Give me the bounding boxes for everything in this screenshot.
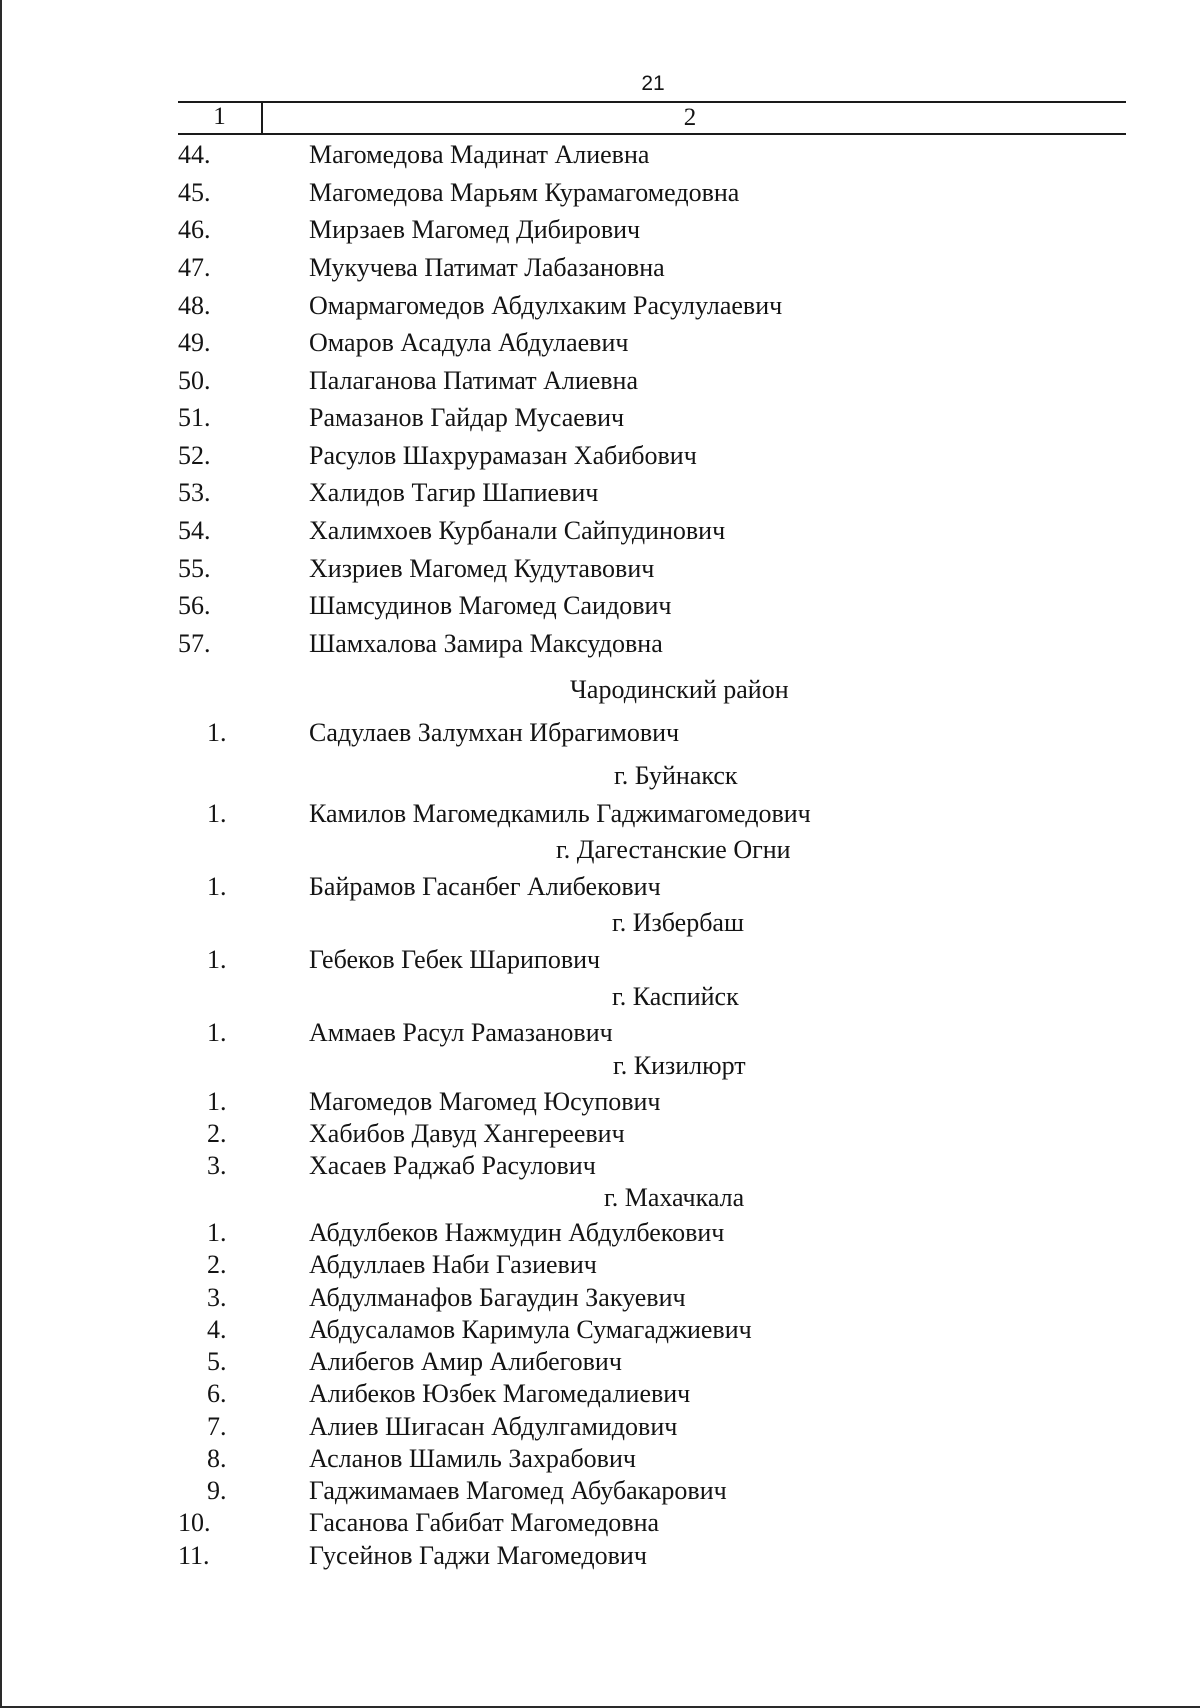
list-item	[0, 870, 1200, 904]
list-item	[0, 627, 1200, 661]
person-name: Рамазанов Гайдар Мусаевич	[309, 403, 625, 432]
list-item	[0, 1442, 1200, 1476]
item-number: 1.	[207, 1218, 227, 1247]
list-item	[0, 326, 1200, 360]
item-number: 45.	[178, 178, 211, 207]
list-item	[0, 1474, 1200, 1508]
section-heading	[0, 906, 1200, 940]
list-item	[0, 439, 1200, 473]
list-item	[0, 251, 1200, 285]
column-header-2: 2	[683, 104, 697, 131]
item-number: 51.	[178, 403, 211, 432]
person-name: Гасанова Габибат Магомедовна	[309, 1508, 660, 1537]
person-name: Алиев Шигасан Абдулгамидович	[309, 1412, 678, 1441]
item-number: 49.	[178, 328, 211, 357]
list-item	[0, 1345, 1200, 1379]
person-name: Омармагомедов Абдулхаким Расулулаевич	[309, 291, 783, 320]
list-item	[0, 1539, 1200, 1573]
person-name: Алибеков Юзбек Магомедалиевич	[309, 1379, 691, 1408]
person-name: Камилов Магомедкамиль Гаджимагомедович	[309, 799, 811, 828]
item-number: 44.	[178, 140, 211, 169]
item-number: 3.	[207, 1151, 227, 1180]
list-item	[0, 943, 1200, 977]
section-heading-text: г. Махачкала	[604, 1183, 745, 1212]
list-item	[0, 1410, 1200, 1444]
list-item	[0, 1016, 1200, 1050]
person-name: Гаджимамаев Магомед Абубакарович	[309, 1476, 727, 1505]
list-item	[0, 1248, 1200, 1282]
person-name: Хасаев Раджаб Расулович	[309, 1151, 596, 1180]
item-number: 52.	[178, 441, 211, 470]
item-number: 1.	[207, 1018, 227, 1047]
item-number: 54.	[178, 516, 211, 545]
list-item	[0, 138, 1200, 172]
list-item	[0, 364, 1200, 398]
person-name: Халидов Тагир Шапиевич	[309, 478, 599, 507]
list-item	[0, 1149, 1200, 1183]
item-number: 1.	[207, 799, 227, 828]
person-name: Мукучева Патимат Лабазановна	[309, 253, 665, 282]
item-number: 11.	[178, 1541, 210, 1570]
section-heading-text: г. Кизилюрт	[613, 1051, 746, 1080]
person-name: Шамхалова Замира Максудовна	[309, 629, 663, 658]
list-item	[0, 1085, 1200, 1119]
item-number: 9.	[207, 1476, 227, 1505]
person-name: Асланов Шамиль Захрабович	[309, 1444, 636, 1473]
section-heading	[0, 833, 1200, 867]
item-number: 50.	[178, 366, 211, 395]
item-number: 2.	[207, 1250, 227, 1279]
section-heading-text: Чародинский район	[570, 675, 789, 704]
person-name: Аммаев Расул Рамазанович	[309, 1018, 613, 1047]
item-number: 55.	[178, 554, 211, 583]
list-item	[0, 176, 1200, 210]
section-heading-text: г. Избербаш	[612, 908, 744, 937]
section-heading	[0, 673, 1200, 707]
person-name: Абдулманафов Багаудин Закуевич	[309, 1283, 686, 1312]
item-number: 1.	[207, 872, 227, 901]
person-name: Палаганова Патимат Алиевна	[309, 366, 639, 395]
person-name: Байрамов Гасанбег Алибекович	[309, 872, 661, 901]
person-name: Абдулбеков Нажмудин Абдулбекович	[309, 1218, 725, 1247]
item-number: 2.	[207, 1119, 227, 1148]
item-number: 1.	[207, 945, 227, 974]
section-heading-text: г. Каспийск	[612, 982, 739, 1011]
person-name: Расулов Шахрурамазан Хабибович	[309, 441, 697, 470]
person-name: Халимхоев Курбанали Сайпудинович	[309, 516, 726, 545]
column-header-1: 1	[213, 103, 226, 130]
list-item	[0, 716, 1200, 750]
section-heading	[0, 1181, 1200, 1215]
section-heading	[0, 1049, 1200, 1083]
list-item	[0, 797, 1200, 831]
list-item	[0, 589, 1200, 623]
section-heading	[0, 980, 1200, 1014]
item-number: 48.	[178, 291, 211, 320]
list-item	[0, 552, 1200, 586]
person-name: Алибегов Амир Алибегович	[309, 1347, 622, 1376]
person-name: Магомедова Марьям Курамагомедовна	[309, 178, 740, 207]
person-name: Магомедов Магомед Юсупович	[309, 1087, 661, 1116]
list-item	[0, 1313, 1200, 1347]
list-item	[0, 1377, 1200, 1411]
list-item	[0, 213, 1200, 247]
list-item	[0, 476, 1200, 510]
item-number: 47.	[178, 253, 211, 282]
item-number: 5.	[207, 1347, 227, 1376]
item-number: 10.	[178, 1508, 211, 1537]
section-heading-text: г. Буйнакск	[614, 761, 738, 790]
item-number: 6.	[207, 1379, 227, 1408]
person-name: Садулаев Залумхан Ибрагимович	[309, 718, 680, 747]
section-heading-text: г. Дагестанские Огни	[556, 835, 791, 864]
item-number: 1.	[207, 1087, 227, 1116]
person-name: Гусейнов Гаджи Магомедович	[309, 1541, 647, 1570]
item-number: 3.	[207, 1283, 227, 1312]
item-number: 53.	[178, 478, 211, 507]
item-number: 57.	[178, 629, 211, 658]
item-number: 4.	[207, 1315, 227, 1344]
list-item	[0, 289, 1200, 323]
item-number: 46.	[178, 215, 211, 244]
item-number: 8.	[207, 1444, 227, 1473]
person-name: Омаров Асадула Абдулаевич	[309, 328, 629, 357]
person-name: Хизриев Магомед Кудутавович	[309, 554, 655, 583]
section-heading	[0, 759, 1200, 793]
list-item	[0, 401, 1200, 435]
item-number: 7.	[207, 1412, 227, 1441]
person-name: Магомедова Мадинат Алиевна	[309, 140, 650, 169]
person-name: Гебеков Гебек Шарипович	[309, 945, 601, 974]
list-item	[0, 1281, 1200, 1315]
person-name: Абдусаламов Каримула Сумагаджиевич	[309, 1315, 752, 1344]
list-item	[0, 514, 1200, 548]
page-number: 21	[641, 72, 665, 95]
item-number: 1.	[207, 718, 227, 747]
item-number: 56.	[178, 591, 211, 620]
list-item	[0, 1506, 1200, 1540]
person-name: Абдуллаев Наби Газиевич	[309, 1250, 597, 1279]
person-name: Мирзаев Магомед Дибирович	[309, 215, 641, 244]
list-item	[0, 1117, 1200, 1151]
list-item	[0, 1216, 1200, 1250]
person-name: Шамсудинов Магомед Саидович	[309, 591, 672, 620]
person-name: Хабибов Давуд Хангереевич	[309, 1119, 625, 1148]
